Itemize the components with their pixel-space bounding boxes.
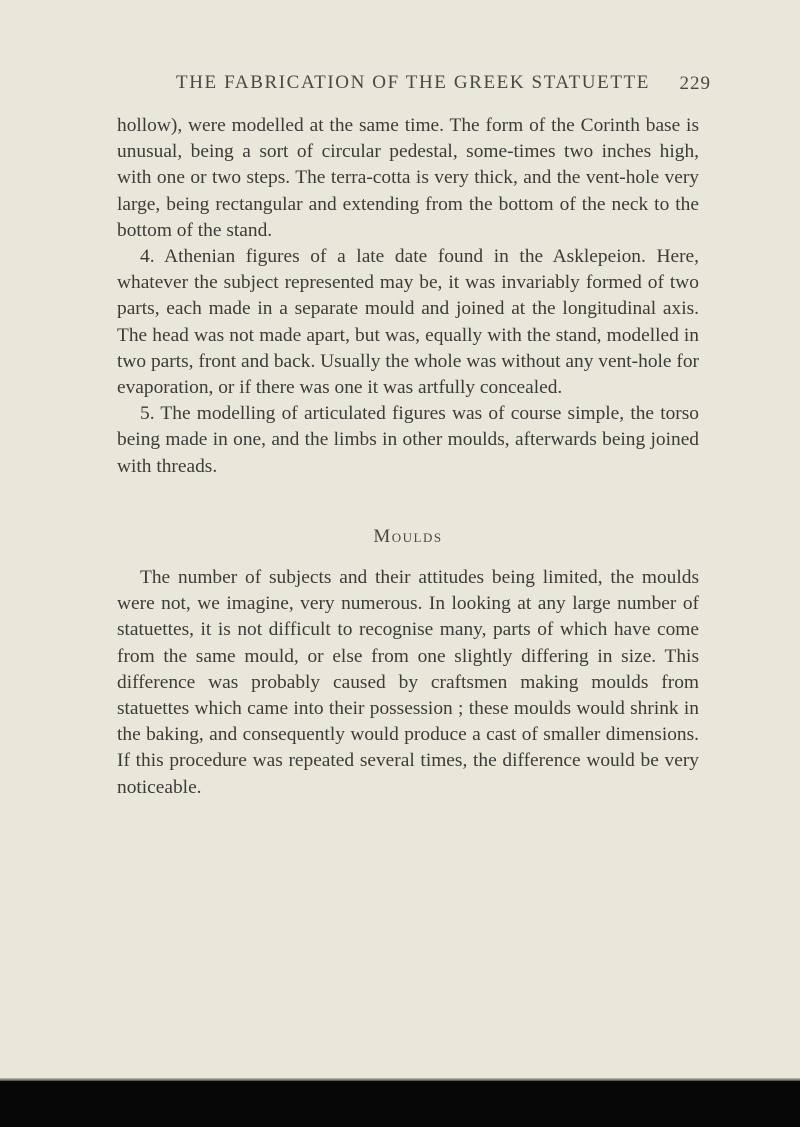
text-block: [117, 113, 699, 801]
scan-bottom-border: [0, 1081, 800, 1127]
page-number: 229: [679, 73, 711, 94]
paragraph-athenian-figures: 4. Athenian figures of a late date found in the Asklepeion. Here, whatever the subject represented may be, it was invariably formed of two parts, each made in a separate mould and joined at the longitudinal axis. The head was not made apart, but was, equally with the stand, modelled in two parts, front and back. Usually the whole was without any vent-hole for evaporation, or if there was one it was artfully concealed.: [117, 246, 699, 399]
section-heading-moulds: Moulds: [373, 525, 443, 547]
running-head-title: THE FABRICATION OF THE GREEK STATUETTE: [176, 72, 650, 93]
paragraph-continuation: hollow), were modelled at the same time. The form of the Corinth base is unusual, being a sort of circular pedestal, some-times two inches high, with one or two steps. The terra-cotta is very thick, and the vent-hole very large, being rectangular and extending from the bottom of the neck to the bottom of the stand.: [117, 115, 699, 241]
running-head: [114, 72, 712, 94]
paragraph-articulated-figures: 5. The modelling of articulated figures was of course simple, the torso being made in one, and the limbs in other moulds, afterwards being joined with threads.: [117, 403, 699, 477]
paragraph-moulds: The number of subjects and their attitudes being limited, the moulds were not, we imagine, very numerous. In looking at any large number of statuettes, it is not difficult to recognise many, parts of which have come from the same mould, or else from one slightly differing in size. This difference was probably caused by craftsmen making moulds from statuettes which came into their possession ; these moulds would shrink in the baking, and consequently would produce a cast of smaller dimensions. If this procedure was repeated several times, the difference would be very noticeable.: [117, 567, 699, 798]
